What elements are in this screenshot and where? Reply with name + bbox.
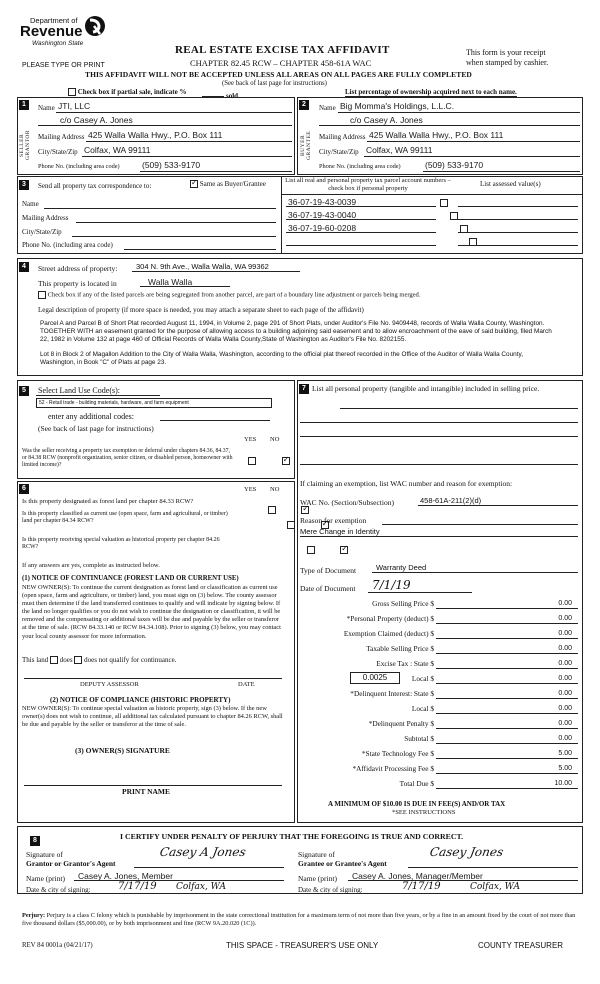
legal-description-2[interactable]: Lot 8 in Block 2 of Magallon Addition to the City of Walla Walla, Washington, according to the official plat thereof recorded in the Office of the Auditor of Walla Walla County, Washington, in Book "C" of Plats at page 23. <box>40 351 523 366</box>
calc-label: Subtotal $ <box>404 734 434 743</box>
s5-no-checkbox[interactable] <box>282 457 290 465</box>
personal-property-line[interactable] <box>340 408 578 409</box>
assessed-line[interactable] <box>458 219 578 220</box>
legal-label: Legal description of property (if more space is needed, you may attach a separate sheet to each page of the affidavit) <box>38 306 364 314</box>
deputy-sig-line[interactable] <box>24 678 282 679</box>
form-chapter: CHAPTER 82.45 RCW – CHAPTER 458-61A WAC <box>190 58 372 68</box>
grantor-sig-label-2: Grantor or Grantor's Agent <box>26 859 116 868</box>
logo-line2: Revenue <box>20 23 83 40</box>
calc-value[interactable]: 0.00 <box>558 690 572 697</box>
grantor-signature[interactable]: Casey A Jones <box>158 845 247 859</box>
calc-label: Excise Tax : State $ <box>376 659 434 668</box>
buyer-careof[interactable]: c/o Casey A. Jones <box>350 115 423 125</box>
section-3-divider <box>281 176 282 254</box>
dor-logo-icon <box>84 14 106 38</box>
section-6-number: 6 <box>19 484 29 494</box>
calc-value[interactable]: 5.00 <box>558 765 572 772</box>
docdate-line <box>368 592 472 593</box>
seller-careof[interactable]: c/o Casey A. Jones <box>60 115 133 125</box>
buyer-mailing-label: Mailing Address <box>319 133 366 141</box>
certify-statement: I CERTIFY UNDER PENALTY OF PERJURY THAT THE FOREGOING IS TRUE AND CORRECT. <box>120 832 464 841</box>
s3-phone-label: Phone No. (including area code) <box>22 241 113 249</box>
buyer-phone-label: Phone No. (including area code) <box>319 163 401 170</box>
does-not-checkbox[interactable] <box>74 656 82 664</box>
partial-sale-checkbox[interactable] <box>68 88 76 96</box>
calc-label: Taxable Selling Price $ <box>366 644 434 653</box>
this-land-row <box>22 656 176 664</box>
reason-line <box>382 524 578 525</box>
wac-line <box>418 505 578 506</box>
seller-line2-line <box>38 125 292 126</box>
wac-label: WAC No. (Section/Subsection) <box>300 498 394 507</box>
logo-line3: Washington State <box>32 40 84 47</box>
seller-name[interactable]: JTI, LLC <box>58 101 91 111</box>
local-rate-box[interactable]: 0.0025 <box>350 672 400 684</box>
parcels-header: List all real and personal property tax parcel account numbers – check box if personal property <box>285 177 451 192</box>
land-use-label: Select Land Use Code(s): <box>38 386 120 395</box>
segregated-row <box>38 291 420 299</box>
grantee-sig-label-2: Grantee or Grantee's Agent <box>298 859 387 868</box>
seller-city-line <box>82 156 292 157</box>
street-address[interactable]: 304 N. 9th Ave., Walla Walla, WA 99362 <box>136 262 269 271</box>
docdate-value[interactable]: 7/1/19 <box>372 578 411 592</box>
reason-value[interactable]: Mere Change in Identity <box>300 527 380 536</box>
s3-mailing-line[interactable] <box>76 222 276 223</box>
grantor-city[interactable]: Colfax, WA <box>176 882 226 892</box>
section-1-number: 1 <box>19 100 29 110</box>
personal-property-line-4[interactable] <box>300 464 578 465</box>
s3-name-label: Name <box>22 200 39 208</box>
street-line <box>132 271 300 272</box>
notice-compliance-title: (2) NOTICE OF COMPLIANCE (HISTORIC PROPERTY) <box>50 696 231 704</box>
parcels-header-rule <box>282 194 582 195</box>
sold-label: sold. <box>226 92 240 100</box>
located-county[interactable]: Walla Walla <box>148 277 193 287</box>
located-line <box>140 286 230 287</box>
personal-property-checkbox[interactable] <box>450 212 458 220</box>
grantee-name-line <box>348 880 578 881</box>
current-use-question: Is this property classified as current use (open space, farm and agricultural, or timber) land per chapter 84.34 RCW? <box>22 511 228 524</box>
parcel-number[interactable]: 36-07-19-43-0040 <box>288 210 357 220</box>
buyer-name-label: Name <box>319 104 336 112</box>
parcel-line <box>286 245 436 246</box>
qualify-label: qualify for continuance. <box>109 656 177 664</box>
legal-description[interactable]: Parcel A and Parcel B of Short Plat recorded August 11, 1994, in Volume 2, page 291 of Short Plats, under Auditor's File No. 9409448, records of Walla Walla County, Washington. TOGETHER WITH an easement granted for the purpose of allowing access to a building adjoining said easement and to allow encroachment of the eave of said building, filed March 22, 1982 in Volume 132 at page 460 of Official Records of Walla Walla County,State of Washington as Auditor's File No. 8202155. <box>40 320 552 343</box>
q2-yes-checkbox[interactable] <box>287 521 295 529</box>
segregated-checkbox[interactable] <box>38 291 46 299</box>
exemption-claim-label: If claiming an exemption, list WAC number and reason for exemption: <box>300 479 513 488</box>
if-yes-note: If any answers are yes, complete as instructed below. <box>22 562 160 569</box>
parcel-number[interactable]: 36-07-19-60-0208 <box>288 223 357 233</box>
list-pct-note: List percentage of ownership acquired next to each name. <box>345 88 517 96</box>
doctype-value[interactable]: Warranty Deed <box>376 563 427 572</box>
calc-label: Gross Selling Price $ <box>372 599 434 608</box>
notice-compliance-body: NEW OWNER(S): To continue special valuation as historic property, sign (3) below. If the new owner(s) does not wish to continue, all additional tax calculated pursuant to chapter 84.26 RCW, shall be due and payable by the seller or transferor at the time of sale. <box>22 705 283 729</box>
land-use-line <box>36 395 160 396</box>
calc-label: *Personal Property (deduct) $ <box>346 614 434 623</box>
assessed-line[interactable] <box>458 206 578 207</box>
seller-name-line <box>56 112 292 113</box>
deputy-date-label: DATE <box>238 681 255 688</box>
grantor-name-label: Name (print) <box>26 874 65 883</box>
seller-name-label: Name <box>38 104 55 112</box>
seller-grantor-label: SELLER GRANTOR <box>19 130 31 160</box>
calc-value[interactable]: 0.00 <box>558 660 572 667</box>
calc-value[interactable]: 0.00 <box>558 720 572 727</box>
q1-yes-checkbox[interactable] <box>268 506 276 514</box>
same-as-buyer-label: Same as Buyer/Grantee <box>199 180 266 188</box>
grantor-date-label: Date & city of signing: <box>26 886 91 894</box>
calc-label: Exemption Claimed (deduct) $ <box>343 629 434 638</box>
partial-sale-label: Check box if partial sale, indicate % <box>77 88 187 96</box>
calc-value[interactable]: 0.00 <box>558 600 572 607</box>
parcel-line <box>286 232 436 233</box>
historic-question: Is this property receiving special valuation as historical property per chapter 84.26 RCW? <box>22 537 220 550</box>
dor-logo <box>20 14 110 54</box>
s5-no-header: NO <box>270 436 280 443</box>
deputy-label: DEPUTY ASSESSOR <box>80 681 139 688</box>
s3-name-line[interactable] <box>44 208 276 209</box>
forest-land-question: Is this property designated as forest land per chapter 84.33 RCW? <box>22 498 194 505</box>
section-2-number: 2 <box>299 100 309 110</box>
does-label: does <box>59 656 73 664</box>
does-not-label: does not <box>84 656 108 664</box>
calc-line <box>436 668 578 669</box>
same-as-buyer <box>190 180 266 188</box>
seller-phone-label: Phone No. (including area code) <box>38 163 120 170</box>
notice-continuance-body: NEW OWNER(S): To continue the current designation as forest land or classification as current use (open space, farm and agriculture, or timber) land, you must sign on (3) below. The county assessor must then determine if the land transferred continues to qualify and will indicate by signing below. If the land no longer qualifies or you do not wish to continue the designation or classification, it will be removed and the compensating or additional taxes will be due and payable by the seller or transferor at the time of sale. (RCW 84.33.140 or RCW 84.34.108). Prior to signing (3) below, you may contact your local county assessor for more information. <box>22 584 281 640</box>
buyer-name-line <box>338 112 580 113</box>
assessed-header: List assessed value(s) <box>480 180 541 188</box>
wac-number[interactable]: 458-61A-211(2)(d) <box>420 496 482 505</box>
doctype-line <box>372 572 578 573</box>
personal-property-label: List all personal property (tangible and intangible) included in selling price. <box>312 384 540 393</box>
s5-see-back: (See back of last page for instructions) <box>38 424 154 433</box>
seller-city[interactable]: Colfax, WA 99111 <box>84 145 151 155</box>
grantor-name-line <box>74 880 284 881</box>
buyer-mailing-line <box>367 141 580 142</box>
see-instructions: *SEE INSTRUCTIONS <box>392 809 456 816</box>
calc-label: Local $ <box>411 704 434 713</box>
calc-line <box>436 773 578 774</box>
docdate-label: Date of Document <box>300 584 356 593</box>
grantee-date[interactable]: 7/17/19 <box>402 881 441 892</box>
grantee-city[interactable]: Colfax, WA <box>470 882 520 892</box>
personal-property-line-3[interactable] <box>300 436 578 437</box>
doctype-label: Type of Document <box>300 566 357 575</box>
notice-continuance-title: (1) NOTICE OF CONTINUANCE (FOREST LAND OR CURRENT USE) <box>22 575 239 582</box>
see-back-notice: (See back of last page for instructions) <box>222 80 327 87</box>
grantor-name[interactable]: Casey A. Jones, Member <box>78 871 173 881</box>
buyer-city[interactable]: Colfax, WA 99111 <box>366 145 433 155</box>
section-5-number: 5 <box>19 386 29 396</box>
print-name-label: PRINT NAME <box>122 787 170 796</box>
please-type: PLEASE TYPE OR PRINT <box>22 62 105 69</box>
this-land-label: This land <box>22 656 49 664</box>
s6-yes-header: YES <box>244 486 257 493</box>
partial-sale-row <box>68 88 186 96</box>
personal-property-line-2[interactable] <box>300 422 578 423</box>
calc-value[interactable]: 0.00 <box>558 675 572 682</box>
parcel-number[interactable]: 36-07-19-43-0039 <box>288 197 357 207</box>
s5-yes-header: YES <box>244 436 257 443</box>
calc-line <box>436 683 578 684</box>
grantor-sig-line <box>134 867 284 868</box>
parcel-line <box>286 206 436 207</box>
perjury-text: Perjury is a class C felony which is punishable by imprisonment in the state correctional institution for a maximum term of not more than five years, or by a fine in an amount fixed by the court of not more than five thousand dollars ($5,000.00), or by both imprisonment and fine (RCW 9A.20.020 (1C)). <box>22 912 576 927</box>
receipt-line1: This form is your receipt <box>466 48 546 57</box>
exemption-question: Was the seller receiving a property tax exemption or deferral under chapters 84.36, 84.37, or 84.38 RCW (nonprofit organization, senior citizen, or disabled person, homeowner with limited income)? <box>22 448 233 468</box>
reason-line-2 <box>300 536 578 537</box>
s5-yes-checkbox[interactable] <box>248 457 256 465</box>
buyer-city-line <box>364 156 580 157</box>
s3-city-label: City/State/Zip <box>22 228 62 236</box>
calc-value[interactable]: 0.00 <box>558 735 572 742</box>
parcel-line <box>286 219 436 220</box>
seller-mailing-line <box>86 141 292 142</box>
buyer-line2-line <box>319 125 580 126</box>
calc-value[interactable]: 0.00 <box>558 615 572 622</box>
buyer-phone[interactable]: (509) 533-9170 <box>425 160 484 170</box>
grantee-date-label: Date & city of signing: <box>298 886 363 894</box>
s6-no-header: NO <box>270 486 280 493</box>
street-label: Street address of property: <box>38 264 118 273</box>
owner-sig-line[interactable] <box>24 785 282 786</box>
calc-value[interactable]: 0.00 <box>558 705 572 712</box>
assessed-line[interactable] <box>458 245 578 246</box>
assessed-line[interactable] <box>458 232 578 233</box>
calc-label: *State Technology Fee $ <box>361 749 434 758</box>
form-number: REV 84 0001a (04/21/17) <box>22 942 93 949</box>
s3-city-line[interactable] <box>72 236 276 237</box>
calc-value[interactable]: 0.00 <box>558 630 572 637</box>
buyer-grantee-label: BUYER GRANTEE <box>300 130 312 160</box>
form-title: REAL ESTATE EXCISE TAX AFFIDAVIT <box>175 44 390 56</box>
calc-line <box>436 743 578 744</box>
land-use-code[interactable]: 52 - Retail trade - building materials, hardware, and farm equipment <box>36 398 272 408</box>
section-6 <box>17 481 295 823</box>
calc-value[interactable]: 10.00 <box>554 780 572 787</box>
s3-phone-line[interactable] <box>124 249 276 250</box>
not-accepted-notice: THIS AFFIDAVIT WILL NOT BE ACCEPTED UNLESS ALL AREAS ON ALL PAGES ARE FULLY COMPLETED <box>85 70 472 79</box>
calc-label: *Affidavit Processing Fee $ <box>352 764 434 773</box>
grantee-name-label: Name (print) <box>298 874 337 883</box>
calc-label: Local $ <box>411 674 434 683</box>
reason-label: Reason for exemption <box>300 516 367 525</box>
buyer-mailing[interactable]: 425 Walla Walla Hwy., P.O. Box 111 <box>369 130 504 140</box>
buyer-phone-line <box>423 171 580 172</box>
seller-city-label: City/State/Zip <box>38 148 78 156</box>
seller-phone[interactable]: (509) 533-9170 <box>142 160 201 170</box>
calc-label: *Delinquent Penalty $ <box>368 719 434 728</box>
grantee-signature[interactable]: Casey Jones <box>428 845 505 859</box>
calc-line <box>436 623 578 624</box>
seller-mailing-label: Mailing Address <box>38 133 85 141</box>
calc-line <box>436 788 578 789</box>
s3-mailing-label: Mailing Address <box>22 214 69 222</box>
calc-line <box>436 713 578 714</box>
grantor-date[interactable]: 7/17/19 <box>118 881 157 892</box>
buyer-name[interactable]: Big Momma's Holdings, L.L.C. <box>340 101 455 111</box>
calc-line <box>436 728 578 729</box>
county-treasurer: COUNTY TREASURER <box>478 941 564 950</box>
perjury-label: Perjury: <box>22 912 46 919</box>
same-as-buyer-checkbox[interactable] <box>190 180 198 188</box>
grantor-sig-label-1: Signature of <box>26 850 63 859</box>
section-3-number: 3 <box>19 180 29 190</box>
calc-line <box>436 758 578 759</box>
logo-line1: Department of <box>30 16 78 25</box>
grantee-sig-label-1: Signature of <box>298 850 335 859</box>
does-checkbox[interactable] <box>50 656 58 664</box>
personal-property-checkbox[interactable] <box>440 199 448 207</box>
additional-codes-label: enter any additional codes: <box>48 412 134 421</box>
additional-codes-line[interactable] <box>160 420 270 421</box>
calc-line <box>436 698 578 699</box>
section-4-number: 4 <box>19 262 29 272</box>
grantee-name[interactable]: Casey A. Jones, Manager/Member <box>352 871 483 881</box>
section-8-number: 8 <box>30 836 40 846</box>
seller-mailing[interactable]: 425 Walla Walla Hwy., P.O. Box 111 <box>88 130 223 140</box>
send-correspondence-label: Send all property tax correspondence to: <box>38 182 152 190</box>
calc-line <box>436 653 578 654</box>
buyer-city-label: City/State/Zip <box>319 148 359 156</box>
seller-phone-line <box>140 171 292 172</box>
calc-value[interactable]: 5.00 <box>558 750 572 757</box>
owner-signature-title: (3) OWNER(S) SIGNATURE <box>75 746 170 755</box>
calc-value[interactable]: 0.00 <box>558 645 572 652</box>
calc-label: *Delinquent Interest: State $ <box>350 689 434 698</box>
grantee-sig-line <box>408 867 578 868</box>
treasurer-use: THIS SPACE - TREASURER'S USE ONLY <box>226 941 379 950</box>
section-7-number: 7 <box>299 384 309 394</box>
calc-line <box>436 638 578 639</box>
calc-label: Total Due $ <box>399 779 434 788</box>
perjury-notice <box>22 912 582 928</box>
located-label: This property is located in <box>38 279 117 288</box>
minimum-notice: A MINIMUM OF $10.00 IS DUE IN FEE(S) AND/OR TAX <box>328 800 506 808</box>
calc-line <box>436 608 578 609</box>
segregated-label: Check box if any of the listed parcels are being segregated from another parcel, are part of a boundary line adjustment or parcels being merged. <box>47 291 421 299</box>
receipt-line2: when stamped by cashier. <box>466 58 549 67</box>
